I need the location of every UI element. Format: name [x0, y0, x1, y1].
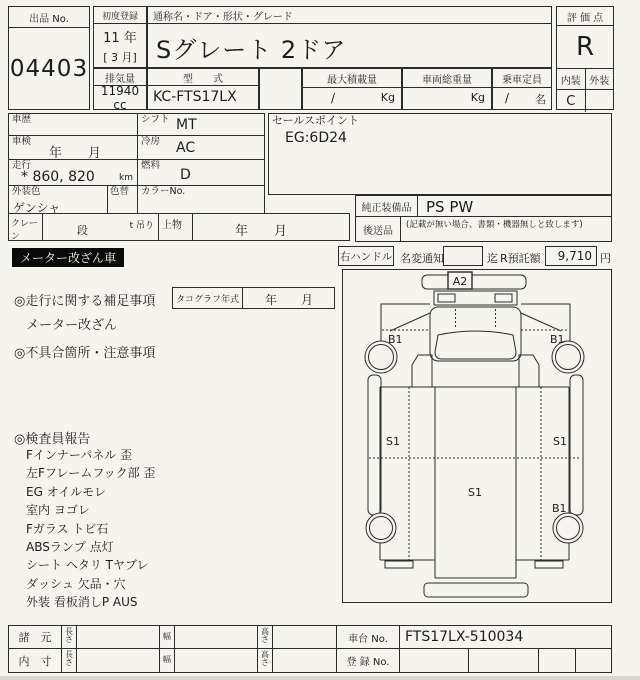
later-sent-items-note: (記載が無い場合、書類・機器無しと致します) — [406, 220, 583, 230]
shift-box — [137, 113, 265, 136]
oem-equipment-row — [355, 195, 612, 217]
empty-spec-cell — [259, 68, 302, 110]
inspector-note: EG オイルモレ — [26, 484, 107, 499]
fuel-value: D — [180, 167, 191, 183]
aircon-box — [137, 135, 265, 160]
oem-equipment-label: 純正装備品 — [356, 196, 418, 216]
inspector-note: 外装 看板消しP AUS — [26, 595, 138, 610]
model-name-label: 通称名・ドア・形状・グレード — [148, 7, 551, 24]
gross-weight-label: 車両総重量 — [403, 69, 491, 88]
tachograph-label: タコグラフ年式 — [173, 288, 243, 308]
capacity-value: / — [505, 91, 510, 105]
defect-heading: ◎不具合箇所・注意事項 — [14, 346, 156, 361]
sales-point-value: EG:6D24 — [285, 130, 347, 146]
lot-number-label: 出品 No. — [9, 7, 89, 28]
crane-dan-label: 段 — [77, 224, 88, 237]
inner-height-label: 高さ — [257, 648, 273, 673]
later-sent-items-label: 後送品 — [356, 217, 401, 241]
spec-height-label: 高さ — [257, 625, 273, 649]
registration-no-cell-1 — [399, 648, 469, 673]
model-code-label: 型 式 — [148, 69, 258, 86]
diagram-label-b1-rear-right: B1 — [552, 502, 567, 515]
right-headlamp-shape — [495, 294, 512, 302]
interior-label: 内装 — [557, 69, 586, 89]
color-change-box — [107, 185, 138, 214]
spec-height-value — [272, 625, 337, 649]
uwamono-value: 年 月 — [235, 224, 288, 239]
mileage-supplement-heading: ◎走行に関する補足事項 — [14, 294, 156, 309]
lot-number-value: 04403 — [9, 56, 89, 82]
aircon-value: AC — [176, 140, 196, 156]
tachograph-value: 年 月 — [265, 293, 314, 307]
shaken-label: 車検 — [12, 136, 32, 147]
first-registration-box — [93, 6, 147, 68]
rear-left-wheel — [366, 513, 396, 543]
name-change-label: 名変通知 — [400, 252, 444, 265]
oem-equipment-value: PS PW — [426, 198, 474, 216]
registration-no-cell-4 — [575, 648, 612, 673]
deposit-value-box: 9,710 — [545, 246, 597, 266]
inspector-note: ダッシュ 欠品・穴 — [26, 576, 126, 591]
model-code-value: KC-FTS17LX — [153, 89, 237, 105]
crane-label: クレーン — [11, 219, 39, 242]
inspector-note: 左Fフレームフック部 歪 — [26, 466, 156, 481]
spec-width-value — [174, 625, 258, 649]
diagram-label-b1-front-right: B1 — [550, 333, 565, 346]
exterior-score — [586, 90, 614, 112]
odometer-tamper-badge: メーター改ざん車 — [12, 248, 124, 267]
sales-point-label: セールスポイント — [272, 114, 360, 127]
displacement-label: 排気量 — [94, 69, 146, 86]
shaken-value: 年 月 — [49, 146, 102, 161]
spec-length-label: 長さ — [61, 625, 77, 649]
rear-bumper-shape — [424, 583, 528, 597]
max-load-unit: Kg — [380, 91, 395, 104]
model-name-value: Sグレート 2ドア — [156, 36, 347, 64]
tachograph-box — [172, 287, 335, 309]
inner-height-value — [272, 648, 337, 673]
made-label: 迄 — [487, 252, 498, 265]
mileage-value: * 860, 820 — [21, 169, 95, 185]
uwamono-label: 上物 — [162, 220, 182, 231]
front-bumper-shape — [422, 275, 526, 289]
spec-length-value — [76, 625, 160, 649]
exterior-color-value: ゲンシャ — [13, 201, 61, 215]
rear-right-wheel — [553, 513, 583, 543]
gross-weight-box — [402, 68, 492, 110]
right-step-shape — [519, 355, 539, 387]
chassis-no-value: FTS17LX-510034 — [399, 625, 612, 649]
bed-center-panel-shape — [435, 387, 516, 578]
diagram-label-b1-front-left: B1 — [388, 333, 403, 346]
history-box — [8, 113, 138, 136]
later-sent-items-row — [355, 216, 612, 242]
color-no-box — [137, 185, 265, 214]
inspector-note: ABSランプ 点灯 — [26, 539, 114, 554]
color-change-label: 色替 — [110, 186, 130, 197]
gross-weight-unit: Kg — [470, 91, 485, 104]
crane-tsuri-label: t 吊り — [129, 221, 154, 231]
model-code-box — [147, 68, 259, 110]
rhd-box: 右ハンドル — [338, 246, 394, 266]
left-headlamp-shape — [438, 294, 455, 302]
grade-value: R — [557, 26, 613, 69]
first-registration-month: [ 3 月] — [103, 51, 137, 64]
cab-front-panel-shape — [434, 291, 517, 305]
registration-no-cell-3 — [538, 648, 576, 673]
diagram-label-a2: A2 — [452, 275, 468, 288]
exterior-color-label: 外装色 — [12, 186, 41, 197]
max-load-box — [302, 68, 402, 110]
inner-dim-row-label: 内 寸 — [8, 648, 62, 673]
inner-length-label: 長さ — [61, 648, 77, 673]
capacity-unit: 名 — [535, 93, 546, 106]
inner-length-value — [76, 648, 160, 673]
inspector-notes-list — [26, 446, 326, 612]
max-load-value: / — [331, 91, 336, 105]
exterior-color-box — [8, 185, 108, 214]
interior-score: C — [557, 90, 586, 112]
inspector-note: シート ヘタリ Tヤブレ — [26, 558, 149, 573]
shift-value: MT — [176, 117, 197, 133]
diagram-label-s1-left: S1 — [386, 435, 400, 448]
first-registration-year: 11 年 — [103, 30, 137, 46]
capacity-box — [492, 68, 552, 110]
chassis-no-label: 車台 No. — [336, 625, 400, 649]
bed-dashed-verticals — [409, 387, 541, 560]
diagram-label-s1-center: S1 — [468, 486, 482, 499]
name-change-value-box — [443, 246, 483, 266]
aircon-label: 冷房 — [141, 136, 161, 147]
right-side-rail-shape — [570, 375, 583, 515]
max-load-label: 最大積載量 — [303, 69, 401, 88]
mileage-unit: km — [119, 173, 133, 183]
sales-point-box — [268, 113, 612, 195]
left-mudflap-shape — [385, 561, 413, 568]
tamper-note: メーター改ざん — [26, 318, 118, 333]
shaken-box — [8, 135, 138, 160]
displacement-box — [93, 68, 147, 110]
deposit-unit: 円 — [600, 252, 611, 265]
first-registration-label: 初度登録 — [94, 7, 146, 24]
exterior-label: 外装 — [589, 75, 610, 87]
fuel-box — [137, 159, 265, 186]
diagram-border — [343, 270, 612, 603]
grade-box — [556, 6, 614, 110]
history-label: 車歴 — [12, 114, 32, 125]
mileage-label: 走行 — [12, 160, 32, 171]
deposit-label: R預託額 — [500, 252, 541, 265]
windshield-shape — [435, 331, 516, 359]
spec-row-label: 諸 元 — [8, 625, 62, 649]
grade-label: 評 価 点 — [557, 7, 613, 26]
crane-row — [8, 213, 350, 241]
vehicle-diagram-box — [342, 269, 612, 603]
spec-width-label: 幅 — [159, 625, 175, 649]
color-no-label: カラーNo. — [141, 186, 186, 197]
inner-width-value — [174, 648, 258, 673]
shift-label: シフト — [141, 114, 170, 125]
left-side-rail-shape — [368, 375, 381, 515]
inspector-heading: ◎検査員報告 — [14, 432, 91, 447]
model-name-box — [147, 6, 552, 68]
left-step-shape — [412, 355, 432, 387]
capacity-label: 乗車定員 — [493, 69, 551, 88]
diagram-label-s1-right: S1 — [553, 435, 567, 448]
inspector-note: 室内 ヨゴレ — [26, 503, 90, 518]
lot-number-box — [8, 6, 90, 110]
inspector-note: Fガラス トビ石 — [26, 521, 109, 536]
right-mudflap-shape — [535, 561, 563, 568]
mileage-box — [8, 159, 138, 186]
displacement-value: 11940 cc — [100, 84, 140, 112]
vehicle-diagram — [342, 269, 612, 603]
inner-width-label: 幅 — [159, 648, 175, 673]
cab-door-lines — [456, 309, 496, 329]
inspector-note: Fインナーパネル 歪 — [26, 448, 133, 462]
registration-no-cell-2 — [468, 648, 539, 673]
fuel-label: 燃料 — [141, 160, 161, 171]
registration-no-label: 登 録 No. — [336, 648, 400, 673]
scan-edge-shadow — [0, 676, 640, 680]
